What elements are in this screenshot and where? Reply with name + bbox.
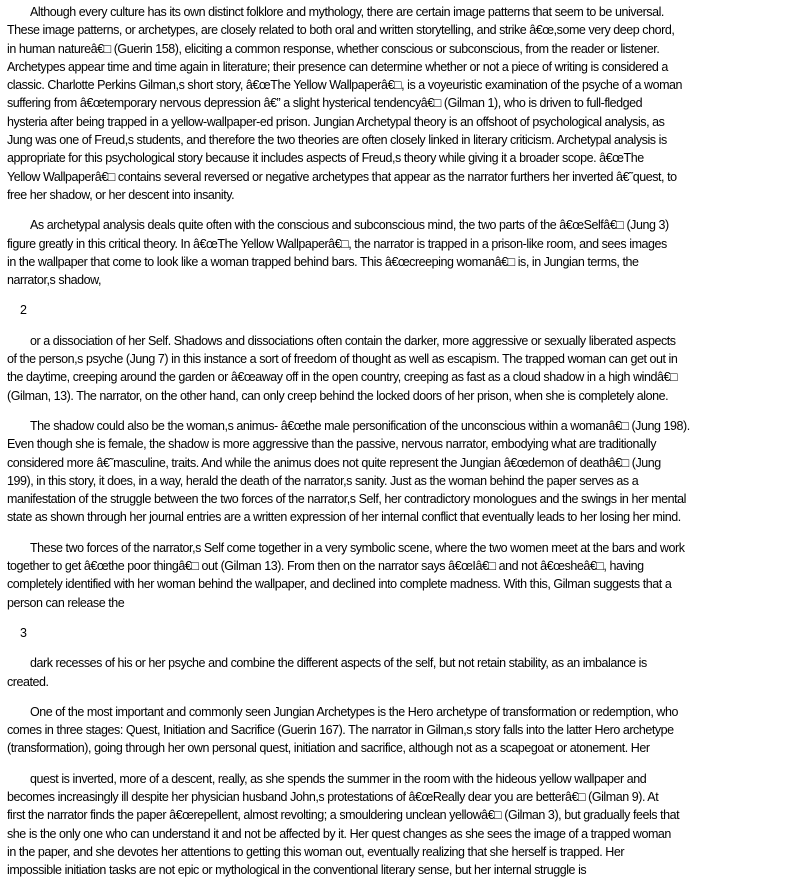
- page-number: [7, 624, 792, 642]
- text-line: completely identified with her woman behind the wallpaper, and declined into complete madness. With this, Gilman suggests that a: [7, 577, 672, 592]
- text-line: (transformation), going through her own personal quest, initiation and sacrifice, although not as a scapegoat or atonement. Her: [7, 741, 650, 756]
- text-line: hysteria after being trapped in a yellow-wallpaper-ed prison. Jungian Archetypal theory is an offshoot of psychological analysis, as: [7, 114, 665, 129]
- text-line: (Gilman, 13). The narrator, on the other hand, can only creep behind the locked doors of her prison, when she is completely alone.: [7, 388, 669, 403]
- text-line: state as shown through her journal entries are a written expression of her internal conflict that eventually leads to her losing her mind.: [7, 510, 681, 525]
- text-line: 199), in this story, it does, in a way, herald the death of the narrator,s sanity. Just as the woman behind the paper serves as a: [7, 473, 639, 488]
- text-line: considered more â€˜masculine, traits. And while the animus does not quite represent the Jungian â€œdemon of deathâ€□ (Jung: [7, 455, 661, 470]
- text-line: created.: [7, 674, 49, 689]
- text-line: first the narrator finds the paper â€œrepellent, almost revolting; a smouldering unclean yellowâ€□ (Gilman 3), but gradually feels that: [7, 808, 680, 823]
- text-line: Even though she is female, the shadow is more aggressive than the passive, nervous narrator, embodying what are traditionally: [7, 437, 657, 452]
- text-line: The shadow could also be the woman,s animus- â€œthe male personification of the unconscious within a womanâ€□ (Jung 198).: [30, 418, 690, 433]
- text-line: free her shadow, or her descent into insanity.: [7, 187, 235, 202]
- paragraph: [7, 3, 792, 204]
- text-line: she is the only one who can understand it and not be affected by it. Her quest changes as she sees the image of a trapped woman: [7, 826, 671, 841]
- text-line: appropriate for this psychological story because it includes aspects of Freud,s theory while giving it a broader scope. â€œThe: [7, 151, 644, 166]
- text-line: Yellow Wallpaperâ€□ contains several reversed or negative archetypes that appear as the narrator furthers her inverted â€˜quest, to: [7, 169, 677, 184]
- text-line: or a dissociation of her Self. Shadows and dissociations often contain the darker, more aggressive or sexually liberated aspects: [30, 333, 676, 348]
- text-line: narrator,s shadow,: [7, 273, 102, 288]
- text-line: quest is inverted, more of a descent, really, as she spends the summer in the room with the hideous yellow wallpaper and: [30, 771, 647, 786]
- text-line: person can release the: [7, 595, 125, 610]
- paragraph: [7, 770, 792, 879]
- paragraph: [7, 332, 792, 405]
- text-line: together to get â€œthe poor thingâ€□ out (Gilman 13). From then on the narrator says â€œIâ€□ and not â€œsheâ€□, having: [7, 559, 644, 574]
- text-line: These image patterns, or archetypes, are closely related to both oral and written storytelling, and strike â€œ,some very deep chord,: [7, 23, 675, 38]
- page-number: [7, 301, 792, 319]
- text-line: suffering from â€œtemporary nervous depression â€” a slight hysterical tendencyâ€□ (Gilman 1), who is driven to full-fledged: [7, 96, 643, 111]
- text-line: becomes increasingly ill despite her physician husband John,s protestations of â€œReally dear you are betterâ€□ (Gilman 9). At: [7, 789, 659, 804]
- paragraph: [7, 539, 792, 612]
- text-line: As archetypal analysis deals quite often with the conscious and subconscious mind, the two parts of the â€œSelfâ€□ (Jung 3): [30, 218, 669, 233]
- page-number-text: 3: [20, 625, 27, 640]
- text-line: of the person,s psyche (Jung 7) in this instance a sort of freedom of thought as well as escapism. The trapped woman can get out in: [7, 352, 678, 367]
- paragraph: [7, 417, 792, 527]
- text-line: Archetypes appear time and time again in literature; their presence can determine whether or not a piece of writing is considered a: [7, 59, 668, 74]
- text-line: manifestation of the struggle between the two forces of the narrator,s Self, her contradictory monologues and the swings in her mental: [7, 492, 687, 507]
- text-line: classic. Charlotte Perkins Gilman,s short story, â€œThe Yellow Wallpaperâ€□, is a voyeuristic examination of the psyche of a woman: [7, 78, 683, 93]
- text-line: in the wallpaper that come to look like a woman trapped behind bars. This â€œcreeping womanâ€□ is, in Jungian terms, the: [7, 254, 639, 269]
- text-line: Although every culture has its own distinct folklore and mythology, there are certain image patterns that seem to be universal.: [30, 5, 664, 19]
- text-line: the daytime, creeping around the garden or â€œaway off in the open country, creeping as fast as a cloud shadow in a high windâ€□: [7, 370, 678, 385]
- page-number-text: 2: [20, 303, 27, 318]
- text-line: Jung was one of Freud,s students, and therefore the two theories are often closely linked in literary criticism. Archetypal analysis is: [7, 133, 667, 148]
- text-line: figure greatly in this critical theory. In â€œThe Yellow Wallpaperâ€□, the narrator is trapped in a prison-like room, and sees images: [7, 236, 667, 251]
- text-line: impossible initiation tasks are not epic or mythological in the conventional literary sense, but her internal struggle is: [7, 863, 587, 878]
- paragraph: [7, 703, 792, 758]
- text-line: These two forces of the narrator,s Self come together in a very symbolic scene, where the two women meet at the bars and work: [30, 540, 685, 555]
- text-line: in human natureâ€□ (Guerin 158), eliciting a common response, whether conscious or subconscious, from the reader or listener.: [7, 41, 660, 56]
- text-line: One of the most important and commonly seen Jungian Archetypes is the Hero archetype of transformation or redemption, who: [30, 704, 678, 719]
- text-line: dark recesses of his or her psyche and combine the different aspects of the self, but not retain stability, as an imbalance is: [30, 656, 647, 671]
- text-line: comes in three stages: Quest, Initiation and Sacrifice (Guerin 167). The narrator in Gilman,s story falls into the latter Hero archetype: [7, 723, 674, 738]
- text-line: in the paper, and she devotes her attentions to getting this woman out, eventually realizing that she herself is trapped. Her: [7, 844, 625, 859]
- paragraph: [7, 216, 792, 289]
- paragraph: [7, 654, 792, 691]
